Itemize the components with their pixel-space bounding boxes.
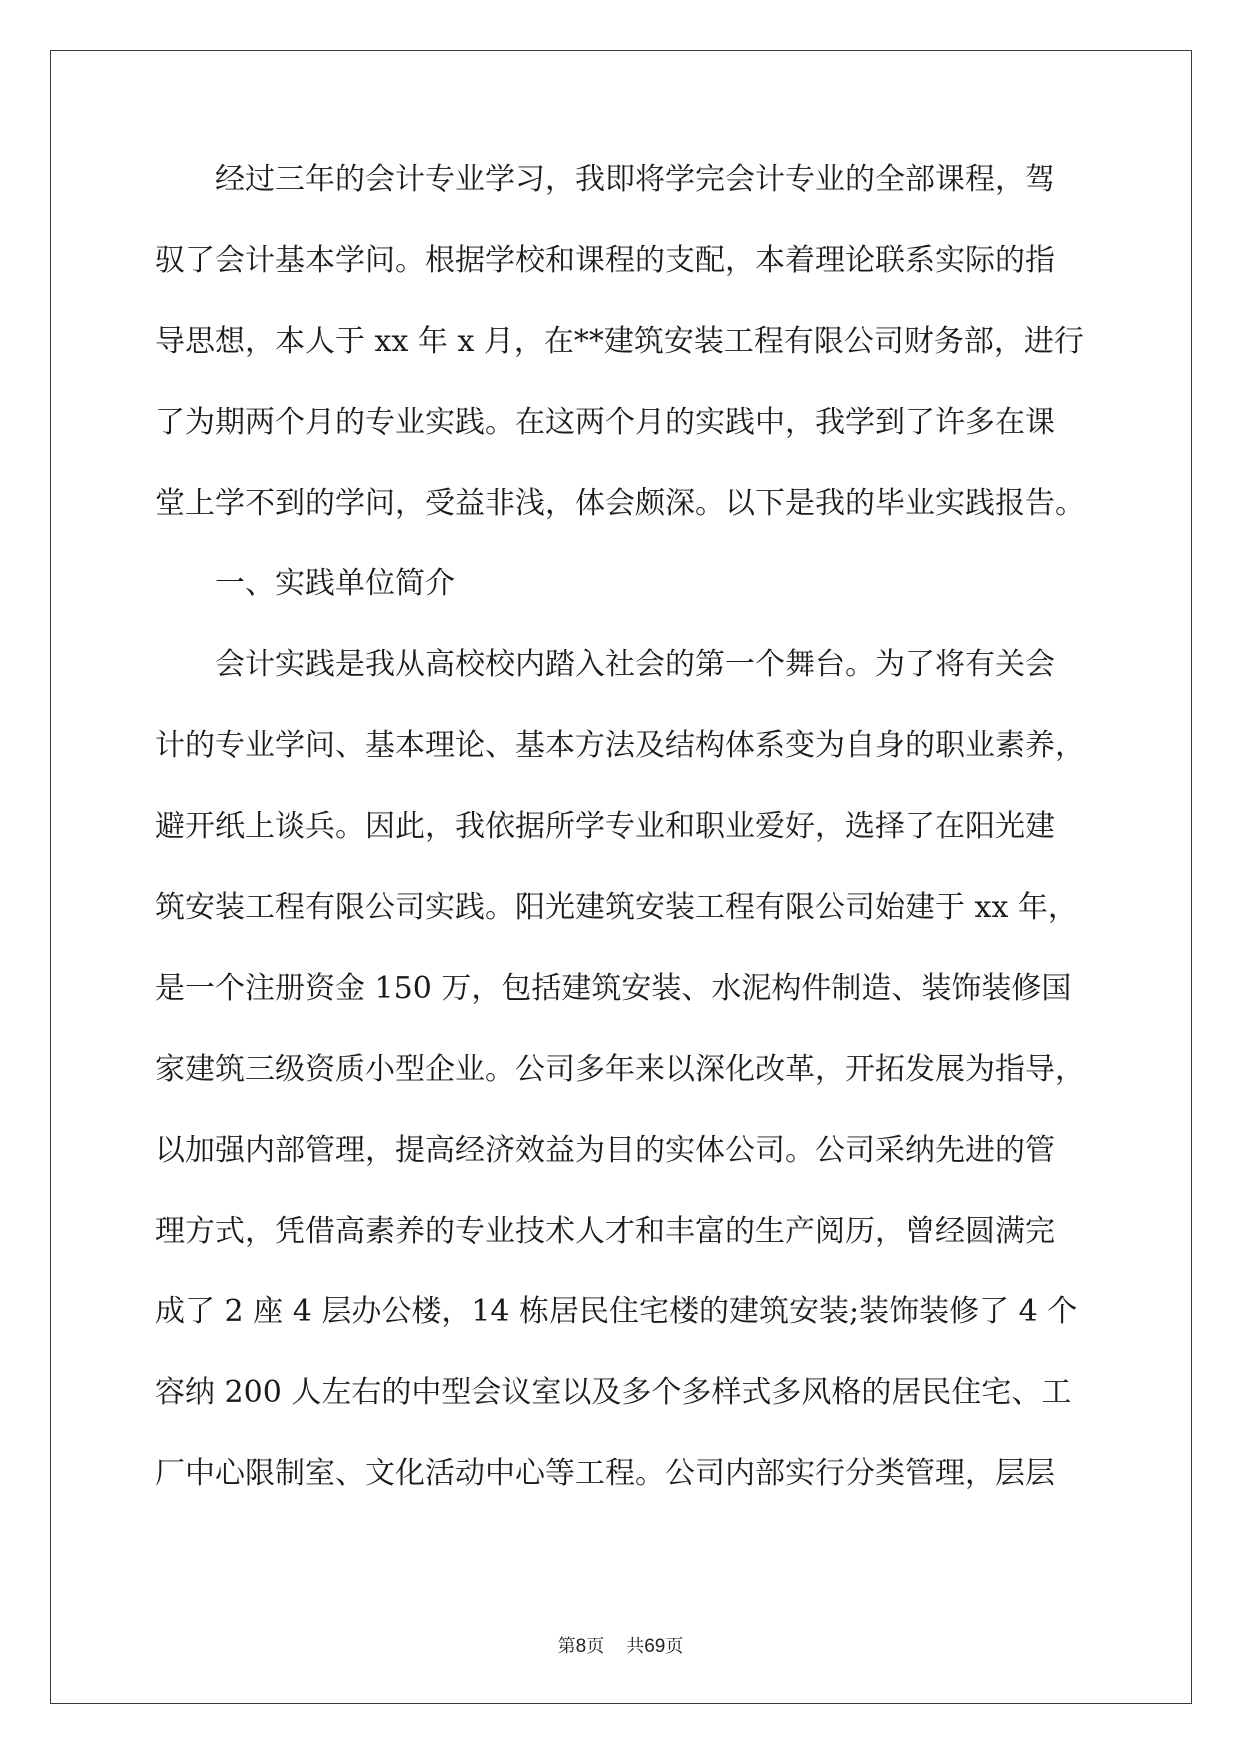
paragraph-line: 理方式，凭借高素养的专业技术人才和丰富的生产阅历，曾经圆满完 — [155, 1213, 1055, 1249]
page-number: 8 — [575, 1636, 587, 1657]
total-pages: 69 — [644, 1636, 666, 1657]
paragraph-line: 家建筑三级资质小型企业。公司多年来以深化改革，开拓发展为指导， — [155, 1051, 1085, 1087]
paragraph-line: 以加强内部管理，提高经济效益为目的实体公司。公司采纳先进的管 — [155, 1132, 1055, 1168]
document-body — [155, 160, 1090, 1535]
section-heading: 一、实践单位简介 — [215, 566, 455, 602]
paragraph-line: 堂上学不到的学问，受益非浅，体会颇深。以下是我的毕业实践报告。 — [155, 485, 1085, 521]
paragraph-line: 会计实践是我从高校校内踏入社会的第一个舞台。为了将有关会 — [215, 647, 1055, 683]
paragraph-line: 是一个注册资金 150 万，包括建筑安装、水泥构件制造、装饰装修国 — [155, 970, 1072, 1006]
total-prefix: 共 — [626, 1636, 645, 1657]
paragraph-line: 了为期两个月的专业实践。在这两个月的实践中，我学到了许多在课 — [155, 404, 1055, 440]
page-footer — [0, 1632, 1241, 1658]
paragraph-line: 驭了会计基本学问。根据学校和课程的支配，本着理论联系实际的指 — [155, 242, 1055, 278]
paragraph-line: 容纳 200 人左右的中型会议室以及多个多样式多风格的居民住宅、工 — [155, 1375, 1072, 1411]
total-suffix: 页 — [665, 1636, 684, 1657]
page-suffix: 页 — [586, 1636, 605, 1657]
paragraph-line: 导思想，本人于 xx 年 x 月，在**建筑安装工程有限公司财务部，进行 — [155, 323, 1084, 359]
paragraph-line: 计的专业学问、基本理论、基本方法及结构体系变为自身的职业素养， — [155, 728, 1085, 764]
paragraph-line: 成了 2 座 4 层办公楼，14 栋居民住宅楼的建筑安装;装饰装修了 4 个 — [155, 1294, 1078, 1330]
paragraph-line: 经过三年的会计专业学习，我即将学完会计专业的全部课程，驾 — [215, 162, 1055, 197]
paragraph-line: 避开纸上谈兵。因此，我依据所学专业和职业爱好，选择了在阳光建 — [155, 809, 1055, 845]
paragraph-line: 厂中心限制室、文化活动中心等工程。公司内部实行分类管理，层层 — [155, 1456, 1055, 1492]
paragraph-line: 筑安装工程有限公司实践。阳光建筑安装工程有限公司始建于 xx 年， — [155, 890, 1078, 926]
page-prefix: 第 — [557, 1636, 576, 1657]
